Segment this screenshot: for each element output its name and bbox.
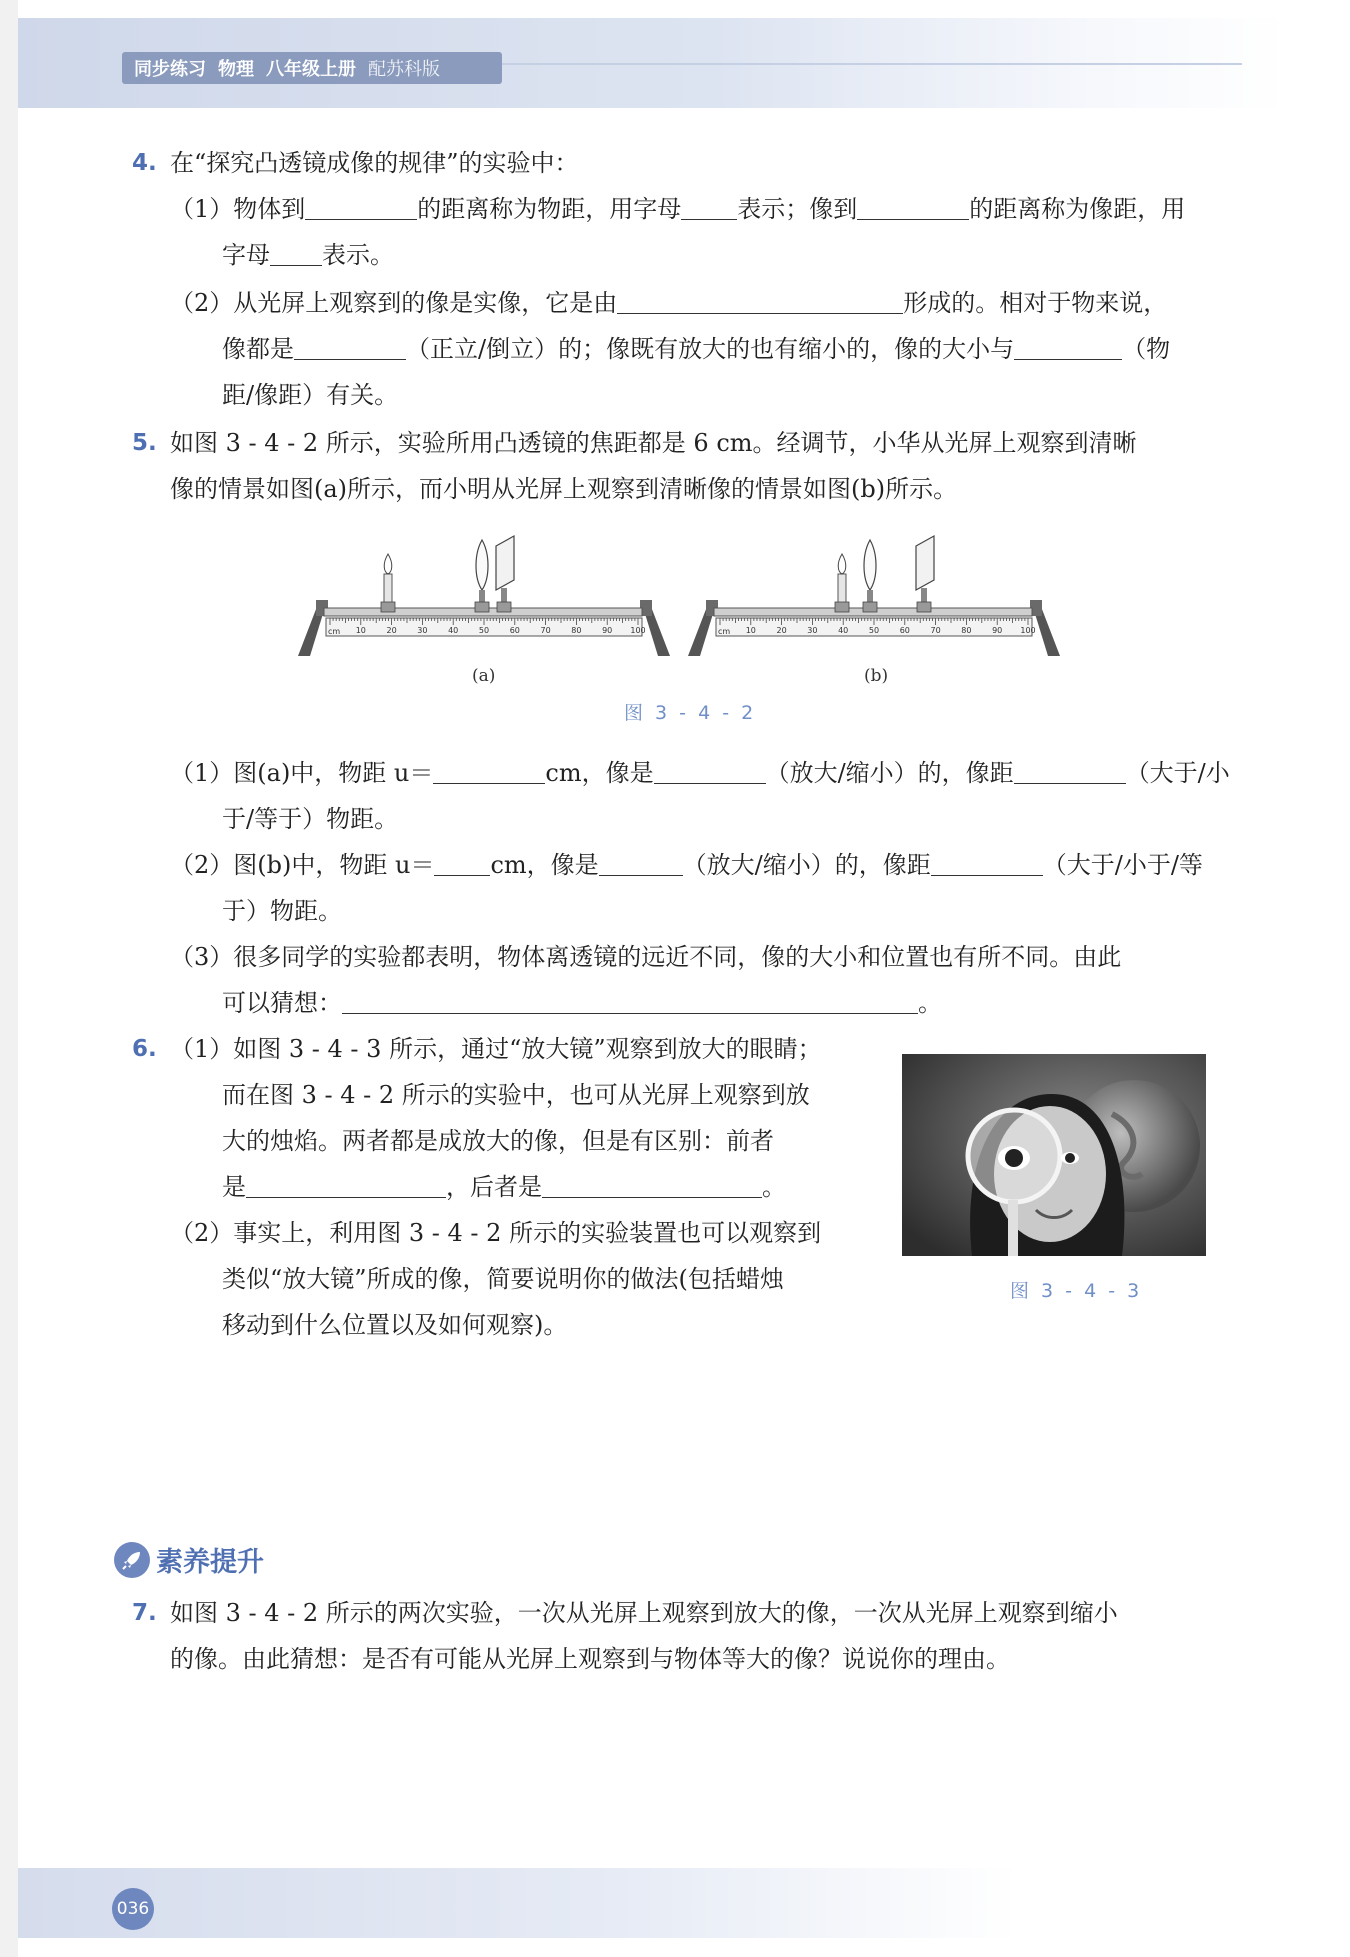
header-book: 同步练习 <box>134 59 206 80</box>
q6-part2-line2: 类似“放大镜”所成的像，简要说明你的做法(包括蜡烛 <box>222 1265 784 1293</box>
footer-band <box>18 1868 1018 1938</box>
answer-blank[interactable] <box>681 195 737 220</box>
answer-blank[interactable] <box>931 851 1043 876</box>
magnifier-handle <box>1008 1200 1018 1256</box>
answer-blank[interactable] <box>1014 759 1126 784</box>
magnifier-photo <box>902 1054 1206 1256</box>
answer-blank[interactable] <box>246 1173 446 1198</box>
answer-blank[interactable] <box>434 851 490 876</box>
ruler-unit: cm <box>718 627 731 636</box>
answer-blank[interactable] <box>294 335 406 360</box>
q5-part3-line1: （3）很多同学的实验都表明，物体离透镜的远近不同，像的大小和位置也有所不同。由此 <box>170 943 1122 971</box>
header-edition: 配苏科版 <box>368 59 440 80</box>
header-subject: 物理 <box>218 59 254 80</box>
ruler-tick-label: 40 <box>448 626 459 635</box>
q7-line2: 的像。由此猜想：是否有可能从光屏上观察到与物体等大的像？说说你的理由。 <box>170 1645 1010 1673</box>
ruler-tick-label: 100 <box>630 626 646 635</box>
q6-number: 6. <box>132 1036 157 1062</box>
ruler-tick-label: 80 <box>571 626 582 635</box>
ruler-tick-label: 50 <box>868 626 880 635</box>
q4-part1-line1: （1）物体到 的距离称为物距，用字母 表示；像到 的距离称为像距，用 <box>170 195 1186 223</box>
page-edge <box>0 0 18 1957</box>
ruler-tick-label: 30 <box>807 626 818 635</box>
ruler-tick-label: 40 <box>838 626 849 635</box>
q4-part1-line2: 字母 表示。 <box>222 241 394 269</box>
ruler-unit: cm <box>328 627 341 636</box>
q6-part2-line3: 移动到什么位置以及如何观察)。 <box>222 1311 568 1339</box>
answer-blank[interactable] <box>270 241 322 266</box>
q4-part2-line2: 像都是 （正立/倒立）的；像既有放大的也有缩小的，像的大小与 （物 <box>222 335 1171 363</box>
q5-number: 5. <box>132 430 157 456</box>
header-label <box>122 52 502 84</box>
optical-bench-b <box>686 528 1062 658</box>
answer-blank[interactable] <box>654 759 766 784</box>
convex-lens-icon <box>864 540 876 590</box>
q6-part2-line1: （2）事实上，利用图 3 - 4 - 2 所示的实验装置也可以观察到 <box>170 1219 822 1247</box>
q5-part2-line1: （2）图(b)中，物距 u＝ cm，像是 （放大/缩小）的，像距 （大于/小于/等 <box>170 851 1203 879</box>
q4-stem: 在“探究凸透镜成像的规律”的实验中： <box>170 149 579 177</box>
q5-part3-line2: 可以猜想： 。 <box>222 989 942 1017</box>
header-grade: 八年级上册 <box>266 59 356 80</box>
q5-part2-line2: 于）物距。 <box>222 897 342 925</box>
ruler-tick-label: 50 <box>478 626 490 635</box>
q7-line1: 如图 3 - 4 - 2 所示的两次实验，一次从光屏上观察到放大的像，一次从光屏上观察到缩小 <box>170 1599 1118 1627</box>
ruler-tick-label: 10 <box>745 626 756 635</box>
ruler-tick-label: 70 <box>540 626 551 635</box>
ruler-tick-label: 20 <box>776 626 787 635</box>
answer-blank[interactable] <box>342 989 918 1014</box>
candle-flame-icon <box>384 554 392 574</box>
q4-part2-line3: 距/像距）有关。 <box>222 381 399 409</box>
candle <box>384 574 392 604</box>
answer-blank[interactable] <box>617 289 903 314</box>
answer-blank[interactable] <box>433 759 545 784</box>
answer-blank[interactable] <box>857 195 969 220</box>
section-title: 素养提升 <box>156 1547 264 1578</box>
rocket-icon <box>114 1542 150 1578</box>
ruler-tick-label: 20 <box>386 626 397 635</box>
page-number: 036 <box>112 1888 154 1930</box>
ruler-tick-label: 10 <box>355 626 366 635</box>
figure-label-b: (b) <box>864 666 889 686</box>
light-screen-icon <box>496 536 514 590</box>
ruler-tick-label: 90 <box>992 626 1003 635</box>
q5-stem-line2: 像的情景如图(a)所示，而小明从光屏上观察到清晰像的情景如图(b)所示。 <box>170 475 958 503</box>
q5-part1-line2: 于/等于）物距。 <box>222 805 399 833</box>
ruler-tick-label: 90 <box>602 626 613 635</box>
light-screen-icon <box>916 536 934 590</box>
answer-blank[interactable] <box>599 851 683 876</box>
convex-lens-icon <box>476 540 488 590</box>
candle-flame-icon <box>838 554 846 574</box>
q4-number: 4. <box>132 150 157 176</box>
q6-part1-line3: 大的烛焰。两者都是成放大的像，但是有区别：前者 <box>222 1127 774 1155</box>
q5-part1-line1: （1）图(a)中，物距 u＝ cm，像是 （放大/缩小）的，像距 （大于/小 <box>170 759 1230 787</box>
candle <box>838 574 846 604</box>
figure-caption-3-4-3: 图 3 - 4 - 3 <box>1010 1280 1143 1302</box>
ruler-tick-label: 100 <box>1020 626 1036 635</box>
girl-magnifier-image <box>902 1054 1206 1256</box>
optical-bench-a <box>296 528 672 658</box>
ruler-tick-label: 30 <box>417 626 428 635</box>
q6-part1-line2: 而在图 3 - 4 - 2 所示的实验中，也可从光屏上观察到放 <box>222 1081 810 1109</box>
figure-label-a: (a) <box>472 666 496 686</box>
q6-part1-line1: （1）如图 3 - 4 - 3 所示，通过“放大镜”观察到放大的眼睛； <box>170 1035 822 1063</box>
q7-number: 7. <box>132 1600 157 1626</box>
ruler-tick-label: 80 <box>961 626 972 635</box>
q5-stem-line1: 如图 3 - 4 - 2 所示，实验所用凸透镜的焦距都是 6 cm。经调节，小华从光屏上观察到清晰 <box>170 429 1137 457</box>
figure-caption-3-4-2: 图 3 - 4 - 2 <box>624 702 757 724</box>
header-rule <box>502 63 1242 65</box>
answer-blank[interactable] <box>1014 335 1122 360</box>
section-heading <box>114 1540 264 1579</box>
q4-part2-line1: （2）从光屏上观察到的像是实像，它是由 形成的。相对于物来说， <box>170 289 1168 317</box>
ruler-tick-label: 70 <box>930 626 941 635</box>
answer-blank[interactable] <box>542 1173 762 1198</box>
ruler-tick-label: 60 <box>899 626 910 635</box>
answer-blank[interactable] <box>305 195 417 220</box>
ruler-tick-label: 60 <box>509 626 520 635</box>
q6-part1-line4: 是 ，后者是 。 <box>222 1173 786 1201</box>
